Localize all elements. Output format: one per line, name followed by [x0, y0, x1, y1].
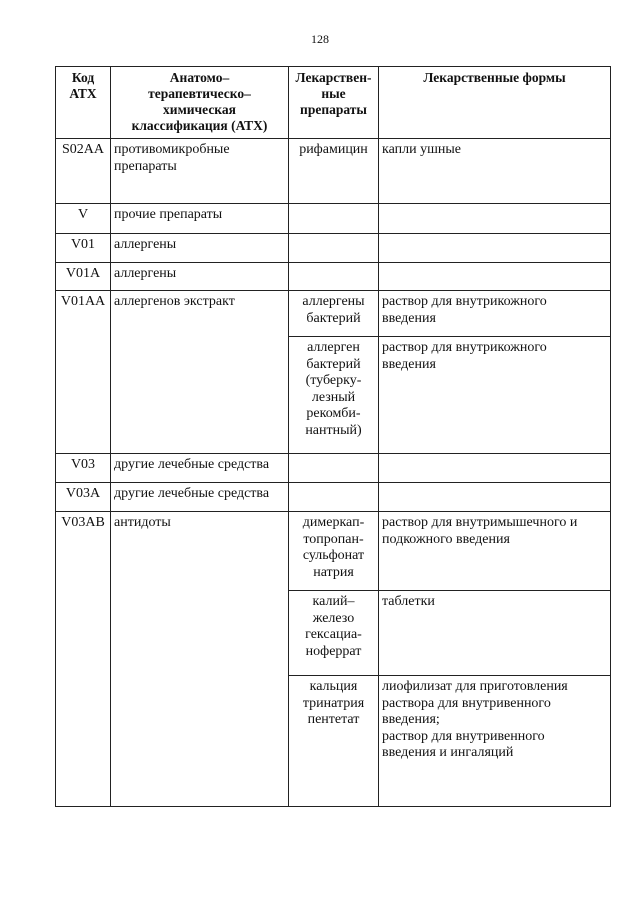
- table-header-row: [56, 67, 611, 139]
- row-classification: другие лечебные средства: [111, 483, 289, 512]
- row-classification: прочие препараты: [111, 204, 289, 234]
- row-drug: кальция тринатрия пентетат: [289, 676, 379, 807]
- row-classification: аллергены: [111, 234, 289, 263]
- row-drug: димеркап- топропан- сульфонат натрия: [289, 512, 379, 591]
- table-row: [56, 291, 611, 337]
- page-number: 128: [311, 32, 329, 46]
- row-code: V03A: [56, 483, 111, 512]
- row-drug: рифамицин: [289, 139, 379, 204]
- row-drug: аллергены бактерий: [289, 291, 379, 337]
- table-row: [56, 204, 611, 234]
- row-drug: [289, 204, 379, 234]
- header-forms: Лекарственные формы: [379, 67, 611, 139]
- table-row: [56, 263, 611, 291]
- row-classification: другие лечебные средства: [111, 454, 289, 483]
- header-classification: Анатомо– терапевтическо– химическая классификация (АТХ): [111, 67, 289, 139]
- row-classification: антидоты: [111, 512, 289, 807]
- table-row: [56, 454, 611, 483]
- row-form: [379, 263, 611, 291]
- row-form: таблетки: [379, 591, 611, 676]
- table-row: [56, 234, 611, 263]
- row-drug: аллерген бактерий (туберку- лезный рекомби- нантный): [289, 337, 379, 454]
- row-code: V01AA: [56, 291, 111, 454]
- table-row: [56, 483, 611, 512]
- row-code: V: [56, 204, 111, 234]
- row-form: [379, 204, 611, 234]
- row-form: раствор для внутримышечного и подкожного введения: [379, 512, 611, 591]
- row-form: капли ушные: [379, 139, 611, 204]
- row-form: [379, 454, 611, 483]
- row-drug: калий– железо гексациа- ноферрат: [289, 591, 379, 676]
- row-drug: [289, 234, 379, 263]
- row-code: V01A: [56, 263, 111, 291]
- row-code: V03AB: [56, 512, 111, 807]
- row-form: лиофилизат для приготовления раствора для внутривенного введения; раствор для внутривенного введения и ингаляций: [379, 676, 611, 807]
- row-form: [379, 234, 611, 263]
- row-form: [379, 483, 611, 512]
- row-drug: [289, 483, 379, 512]
- row-form: раствор для внутрикожного введения: [379, 291, 611, 337]
- row-classification: аллергены: [111, 263, 289, 291]
- header-code: Код АТХ: [56, 67, 111, 139]
- row-code: S02AA: [56, 139, 111, 204]
- row-drug: [289, 454, 379, 483]
- atx-table: [55, 66, 611, 807]
- table-row: [56, 139, 611, 204]
- header-drugs: Лекарствен- ные препараты: [289, 67, 379, 139]
- row-classification: противомикробные препараты: [111, 139, 289, 204]
- row-drug: [289, 263, 379, 291]
- row-form: раствор для внутрикожного введения: [379, 337, 611, 454]
- row-code: V01: [56, 234, 111, 263]
- row-code: V03: [56, 454, 111, 483]
- row-classification: аллергенов экстракт: [111, 291, 289, 454]
- table-row: [56, 512, 611, 591]
